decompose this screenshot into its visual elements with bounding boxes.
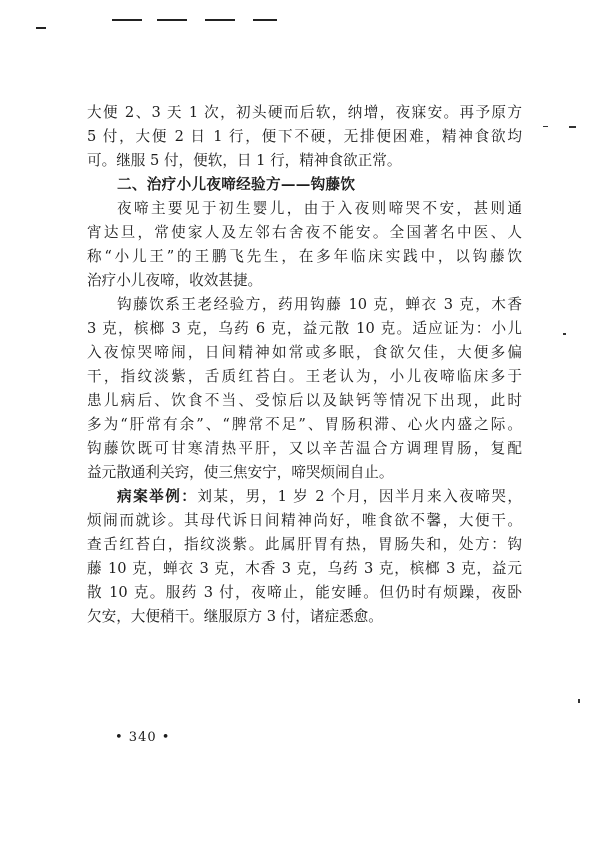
scan-speck [569,126,576,128]
text-line: 散 10 克。服药 3 付，夜啼止，能安睡。但仍时有烦躁，夜卧 [87,584,522,601]
scan-speck [543,126,548,127]
scan-speck [563,333,566,335]
case-first-line: 刘某，男，1 岁 2 个月，因半月来入夜啼哭， [197,488,522,505]
text-line: 患儿病后、饮食不当、受惊后以及缺钙等情况下出现，此时 [87,392,522,409]
scan-mark [112,19,142,21]
text-line: 入夜惊哭啼闹，日间精神如常或多眠，食欲欠佳，大便多偏 [87,344,522,361]
text-line: 宵达旦，常使家人及左邻右舍夜不能安。全国著名中医、人 [87,224,522,241]
text-line: 夜啼主要见于初生婴儿，由于入夜则啼哭不安，甚则通 [117,200,522,217]
text-line: 藤 10 克，蝉衣 3 克，木香 3 克，乌药 3 克，槟榔 3 克，益元 [87,560,522,577]
page-number: • 340 • [115,730,171,745]
case-lead-label: 病案举例： [117,488,198,505]
text-line: 称“小儿王”的王鹏飞先生，在多年临床实践中，以钩藤饮 [87,248,522,265]
scan-mark [253,19,277,21]
scan-speck [578,699,580,703]
scan-mark [157,19,187,21]
text-line: 多为“肝常有余”、“脾常不足”、胃肠积滞、心火内盛之际。 [87,416,522,433]
text-line: 干，指纹淡紫，舌质红苔白。王老认为，小儿夜啼临床多于 [87,368,522,385]
text-line: 钩藤饮既可甘寒清热平肝，又以辛苦温合方调理胃肠，复配 [87,440,522,457]
text-line: 治疗小儿夜啼，收效甚捷。 [87,272,263,289]
text-line: 益元散通利关窍，使三焦安宁，啼哭烦闹自止。 [87,464,394,481]
text-line: 钩藤饮系王老经验方，药用钩藤 10 克，蝉衣 3 克，木香 [117,296,522,313]
text-line: 5 付，大便 2 日 1 行，便下不硬，无排便困难，精神食欲均 [87,128,522,145]
text-line: 烦闹而就诊。其母代诉日间精神尚好，唯食欲不馨，大便干。 [87,512,522,529]
text-line [117,487,522,507]
heading-text: 二、治疗小儿夜啼经验方——钩藤饮 [117,176,356,193]
text-line: 大便 2、3 天 1 次，初头硬而后软，纳增，夜寐安。再予原方 [87,104,522,121]
text-line: 欠安，大便稍干。继服原方 3 付，诸症悉愈。 [87,608,383,625]
text-line: 查舌红苔白，指纹淡紫。此属肝胃有热，胃肠失和，处方：钩 [87,536,522,553]
text-line: 可。继服 5 付，便软，日 1 行，精神食欲正常。 [87,152,402,169]
text-line: 3 克，槟榔 3 克，乌药 6 克，益元散 10 克。适应证为：小儿 [87,320,522,337]
scan-mark [36,27,46,29]
scan-mark [205,19,235,21]
